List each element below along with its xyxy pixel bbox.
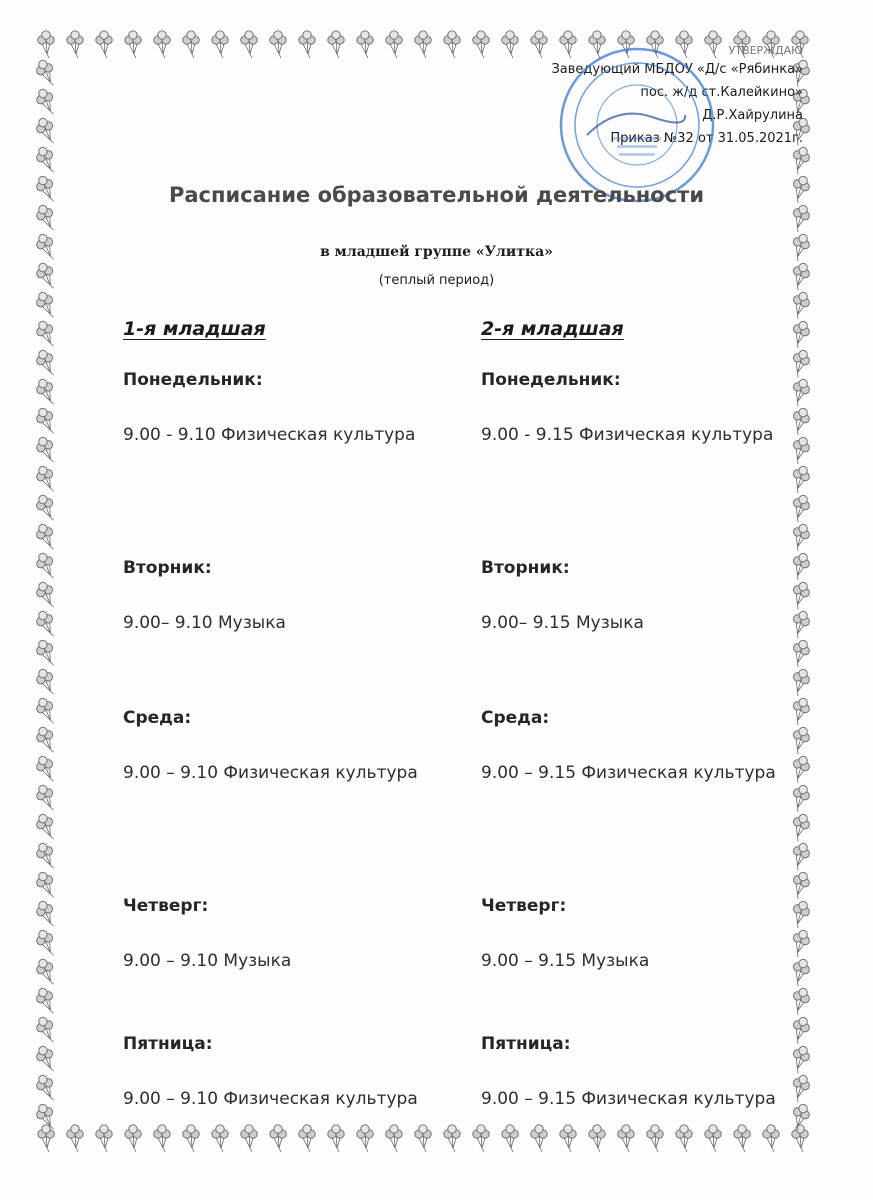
balloon-ornament — [154, 1125, 170, 1152]
balloon-ornament — [183, 31, 199, 58]
balloon-ornament — [788, 812, 813, 843]
balloon-ornament — [34, 290, 59, 321]
balloon-ornament — [328, 1125, 344, 1152]
balloon-ornament — [386, 31, 402, 58]
lesson-entry: 9.00 - 9.15 Физическая культура — [481, 425, 774, 445]
balloon-ornament — [415, 31, 431, 58]
day-label: Пятница: — [481, 1034, 571, 1054]
day-monday — [123, 370, 453, 450]
balloon-ornament — [67, 31, 83, 58]
balloon-ornament — [788, 290, 813, 321]
balloon-ornament — [67, 1125, 83, 1152]
balloon-ornament — [34, 319, 59, 350]
approval-order: Приказ №32 от 31.05.2021г. — [610, 131, 803, 146]
balloon-ornament — [38, 1125, 54, 1152]
day-label: Понедельник: — [481, 370, 621, 390]
day-label: Четверг: — [481, 896, 567, 916]
balloon-ornament — [212, 31, 228, 58]
lesson-entry: 9.00 – 9.10 Физическая культура — [123, 763, 418, 783]
day-thursday — [481, 896, 811, 976]
balloon-ornament — [788, 464, 813, 495]
day-monday — [481, 370, 811, 450]
balloon-ornament — [125, 31, 141, 58]
lesson-entry: 9.00 – 9.15 Физическая культура — [481, 1089, 776, 1109]
balloon-ornament — [34, 377, 59, 408]
balloon-ornament — [34, 783, 59, 814]
day-thursday — [123, 896, 453, 976]
approval-location: пос. ж/д ст.Калейкино» — [640, 85, 803, 100]
balloon-ornament — [647, 1125, 663, 1152]
balloon-ornament — [34, 725, 59, 756]
lesson-entry: 9.00 – 9.15 Музыка — [481, 951, 650, 971]
balloon-ornament — [328, 31, 344, 58]
approval-position: Заведующий МБДОУ «Д/с «Рябинка» — [551, 62, 803, 77]
day-label: Вторник: — [123, 558, 212, 578]
group-subtitle: в младшей группе «Улитка» — [320, 244, 553, 260]
balloon-ornament — [96, 31, 112, 58]
balloon-ornament — [705, 1125, 721, 1152]
balloon-ornament — [792, 1125, 808, 1152]
period-label: (теплый период) — [378, 273, 495, 288]
balloon-ornament — [270, 31, 286, 58]
balloon-ornament — [34, 551, 59, 582]
balloon-ornament — [34, 899, 59, 930]
balloon-ornament — [34, 638, 59, 669]
balloon-ornament — [473, 1125, 489, 1152]
balloon-ornament — [183, 1125, 199, 1152]
balloon-ornament — [34, 841, 59, 872]
lesson-entry: 9.00 – 9.15 Физическая культура — [481, 763, 776, 783]
balloon-ornament — [34, 928, 59, 959]
balloon-ornament — [618, 1125, 634, 1152]
column-heading: 2-я младшая — [481, 318, 624, 340]
balloon-ornament — [34, 435, 59, 466]
lesson-entry: 9.00– 9.10 Музыка — [123, 613, 286, 633]
balloon-ornament — [34, 58, 59, 89]
lesson-entry: 9.00– 9.15 Музыка — [481, 613, 644, 633]
balloon-ornament — [357, 1125, 373, 1152]
balloon-ornament — [34, 986, 59, 1017]
balloon-ornament — [34, 145, 59, 176]
day-tuesday — [123, 558, 453, 638]
balloon-ornament — [212, 1125, 228, 1152]
schedule-column-junior-2 — [481, 318, 811, 1109]
balloon-ornament — [788, 522, 813, 553]
balloon-ornament — [734, 1125, 750, 1152]
balloon-ornament — [241, 31, 257, 58]
day-tuesday — [481, 558, 811, 638]
column-heading: 1-я младшая — [123, 318, 266, 340]
balloon-ornament — [34, 1073, 59, 1104]
balloon-ornament — [676, 1125, 692, 1152]
balloon-ornament — [34, 464, 59, 495]
balloon-ornament — [788, 986, 813, 1017]
balloon-ornament — [34, 203, 59, 234]
balloon-ornament — [502, 1125, 518, 1152]
balloon-ornament — [357, 31, 373, 58]
balloon-ornament — [34, 87, 59, 118]
balloon-ornament — [531, 1125, 547, 1152]
day-label: Среда: — [123, 708, 192, 728]
balloon-ornament — [788, 203, 813, 234]
day-wednesday — [123, 708, 453, 788]
balloon-ornament — [34, 754, 59, 785]
balloon-ornament — [96, 1125, 112, 1152]
day-friday — [481, 1034, 811, 1114]
balloon-ornament — [34, 812, 59, 843]
balloon-ornament — [241, 1125, 257, 1152]
balloon-ornament — [34, 493, 59, 524]
balloon-ornament — [34, 667, 59, 698]
page-title: Расписание образовательной деятельности — [168, 183, 705, 207]
day-wednesday — [481, 708, 811, 788]
balloon-ornament — [34, 406, 59, 437]
balloon-ornament — [34, 1015, 59, 1046]
day-label: Среда: — [481, 708, 550, 728]
balloon-ornament — [34, 957, 59, 988]
balloon-ornament — [444, 1125, 460, 1152]
day-label: Четверг: — [123, 896, 209, 916]
balloon-ornament — [34, 348, 59, 379]
lesson-entry: 9.00 – 9.10 Физическая культура — [123, 1089, 418, 1109]
balloon-ornament — [589, 1125, 605, 1152]
schedule-column-junior-1 — [123, 318, 453, 1109]
approval-signatory: Д.Р.Хайрулина — [702, 108, 803, 123]
balloon-ornament — [34, 609, 59, 640]
balloon-ornament — [415, 1125, 431, 1152]
day-label: Понедельник: — [123, 370, 263, 390]
balloon-ornament — [34, 522, 59, 553]
lesson-entry: 9.00 - 9.10 Физическая культура — [123, 425, 416, 445]
balloon-ornament — [386, 1125, 402, 1152]
day-friday — [123, 1034, 453, 1114]
balloon-ornament — [560, 1125, 576, 1152]
balloon-ornament — [125, 1125, 141, 1152]
day-label: Пятница: — [123, 1034, 213, 1054]
balloon-ornament — [788, 667, 813, 698]
balloon-ornament — [154, 31, 170, 58]
balloon-ornament — [34, 1044, 59, 1075]
balloon-ornament — [788, 841, 813, 872]
official-seal-stamp — [557, 45, 717, 205]
day-label: Вторник: — [481, 558, 570, 578]
balloon-ornament — [763, 1125, 779, 1152]
balloon-ornament — [788, 638, 813, 669]
balloon-ornament — [788, 493, 813, 524]
balloon-ornament — [34, 116, 59, 147]
balloon-ornament — [299, 1125, 315, 1152]
balloon-ornament — [299, 31, 315, 58]
balloon-ornament — [34, 870, 59, 901]
balloon-ornament — [270, 1125, 286, 1152]
balloon-ornament — [38, 31, 54, 58]
balloon-ornament — [34, 580, 59, 611]
lesson-entry: 9.00 – 9.10 Музыка — [123, 951, 292, 971]
approval-header: УТВЕРЖДАЮ — [728, 44, 803, 57]
balloon-ornament — [34, 696, 59, 727]
